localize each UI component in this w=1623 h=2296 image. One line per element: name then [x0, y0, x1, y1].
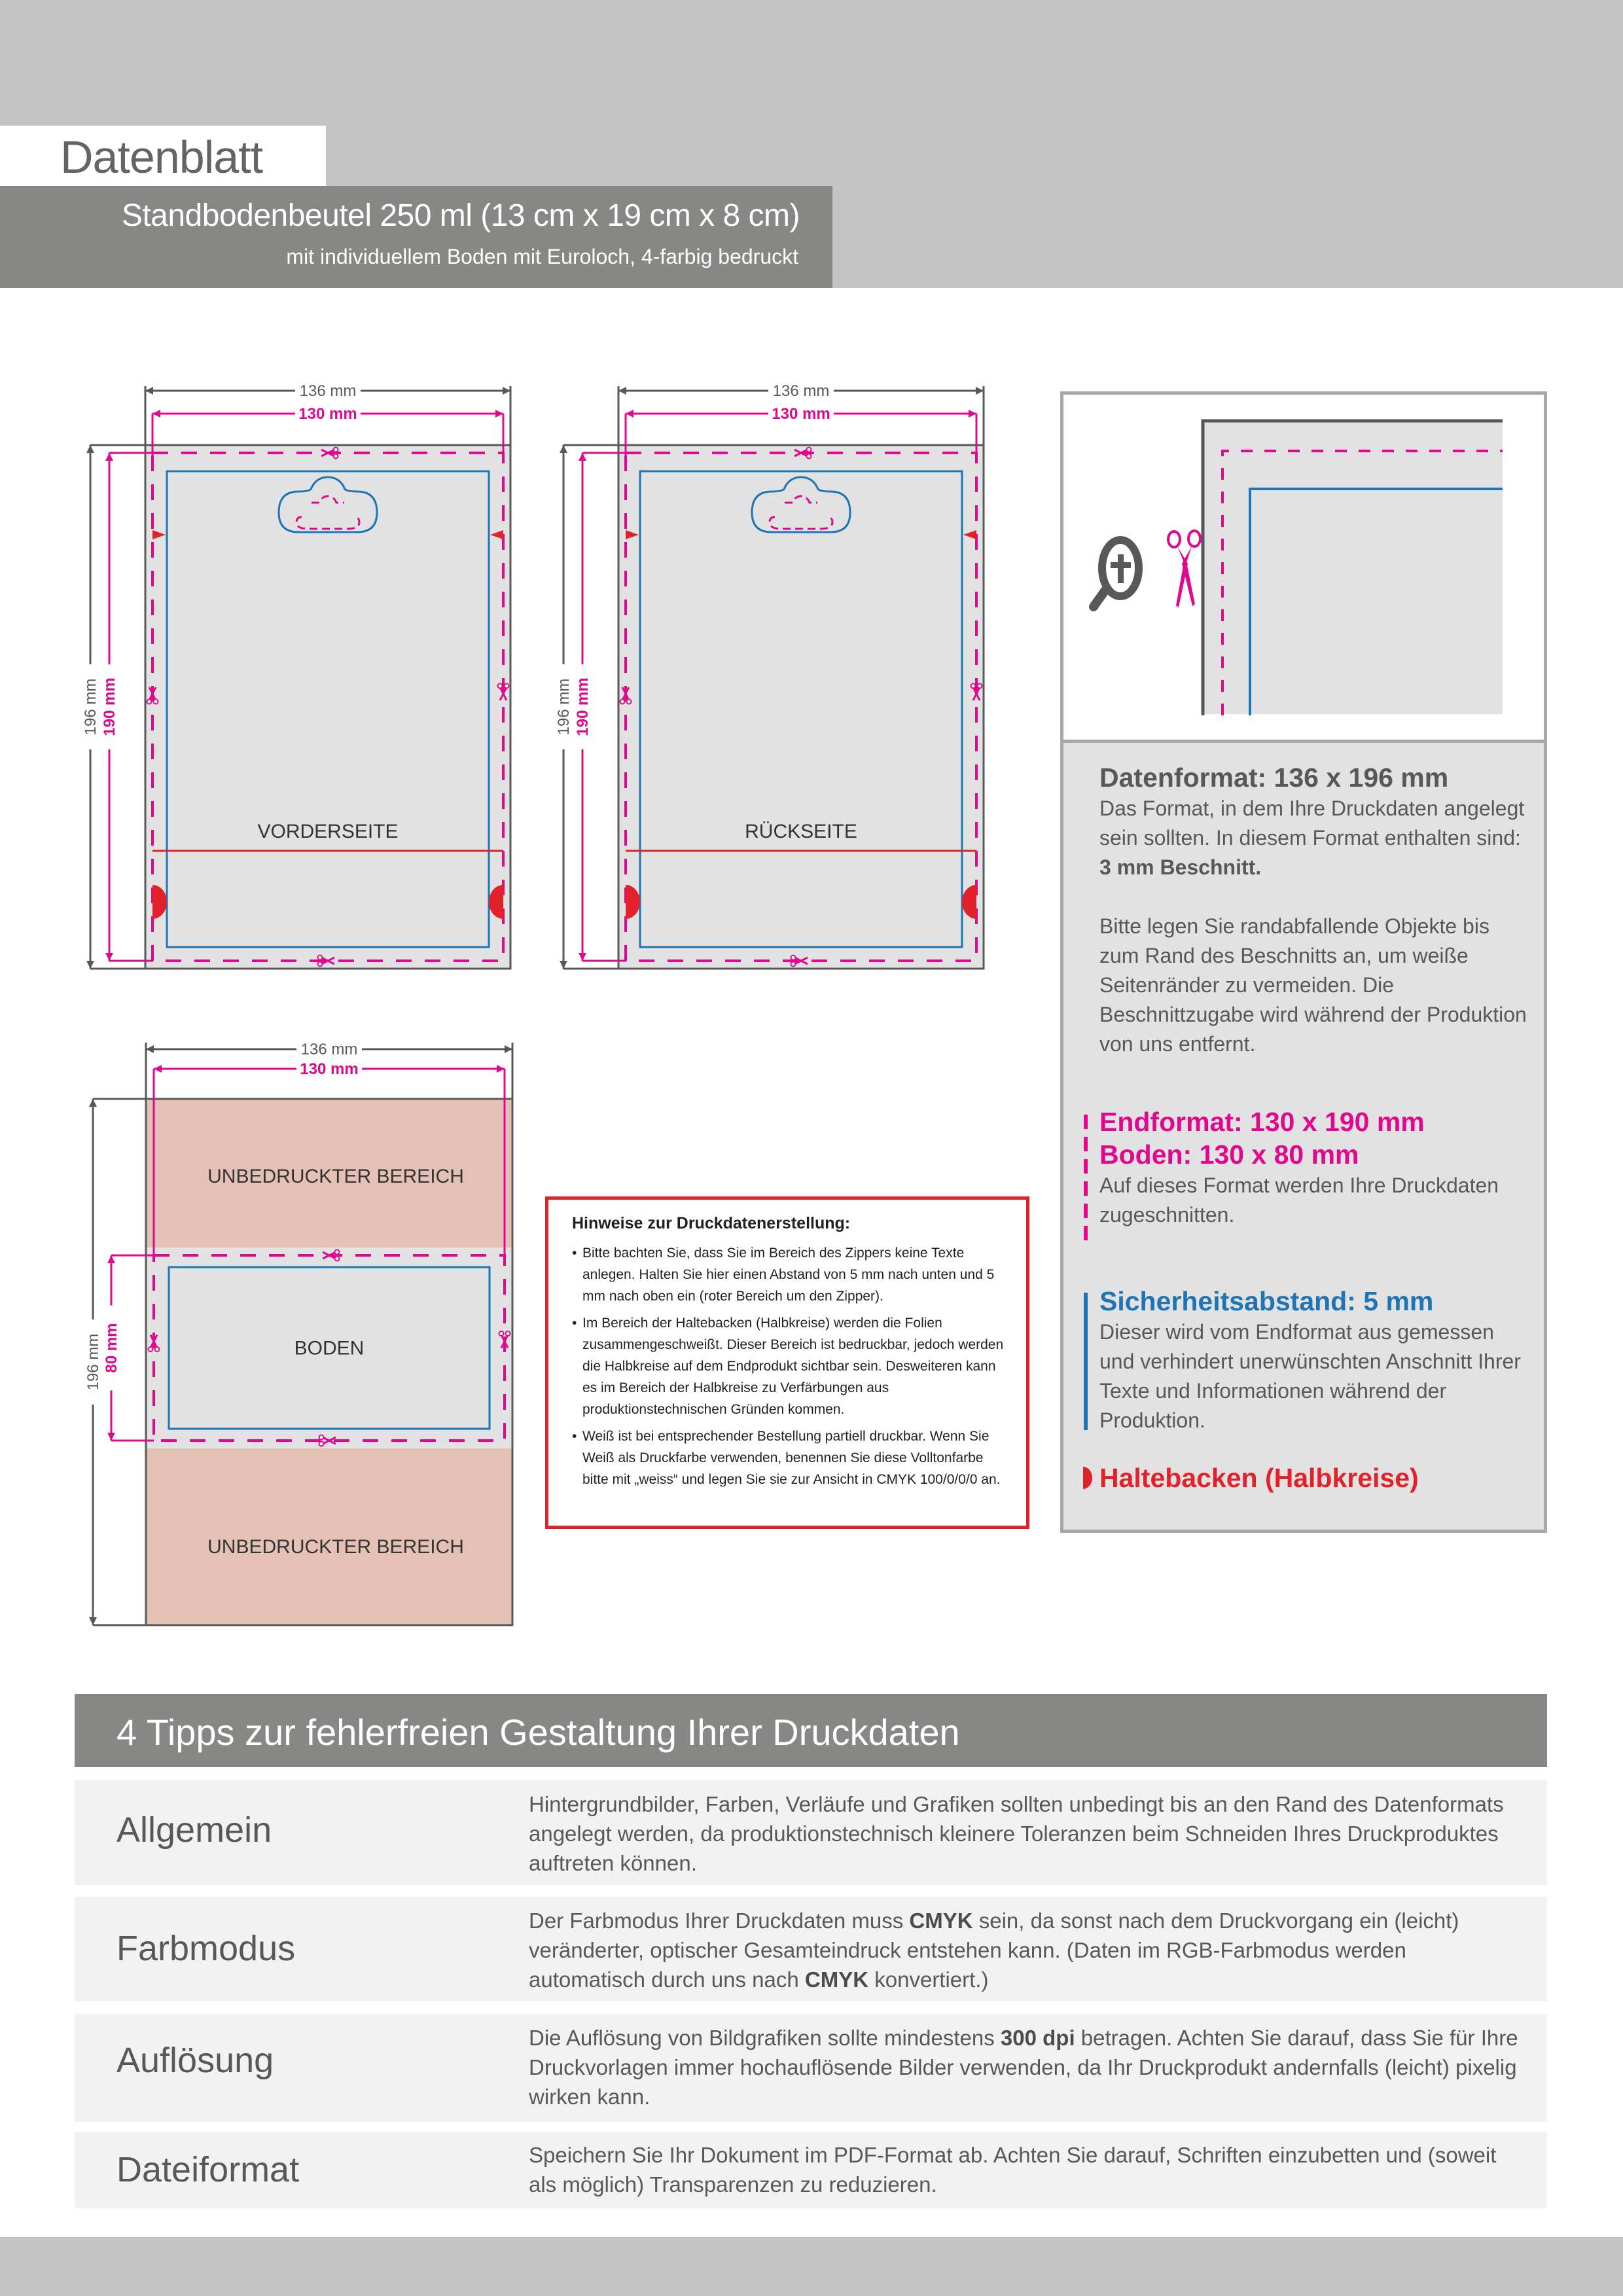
endformat-text: Auf dieses Format werden Ihre Druckdaten zugeschnitten. [1099, 1174, 1499, 1227]
datenformat-text-1: Das Format, in dem Ihre Druckdaten angelegt sein sollten. In diesem Format enthalten sind: [1099, 797, 1525, 850]
tip-text: Hintergrundbilder, Farben, Verläufe und Grafiken sollten unbedingt bis an den Rand des Datenformats angelegt werden, da produktionstechnisch kleinere Toleranzen beim Schneiden Ihres Druckproduktes auftreten können. [529, 1792, 1504, 1875]
width-total-dim-label: 136 mm [772, 382, 830, 400]
width-total-dim-arrow-left [146, 1045, 154, 1053]
unprinted-label-bottom: UNBEDRUCKTER BEREICH [207, 1536, 464, 1558]
datenformat-bleed: 3 mm Beschnitt. [1099, 855, 1262, 879]
height-total-dim-arrow-top [89, 1099, 97, 1107]
width-total-dim-label: 136 mm [300, 1041, 358, 1058]
tip-key: Dateiformat [116, 2150, 300, 2189]
notes-list [572, 1242, 1012, 1490]
height-final-dim-arrow-top [579, 453, 586, 461]
endformat-heading: Endformat: 130 x 190 mm [1099, 1107, 1425, 1137]
bag-corner-fill [1202, 420, 1503, 714]
width-total-dim-arrow-right [505, 1045, 512, 1053]
tip-emphasis: 300 dpi [1000, 2026, 1075, 2050]
height-final-dim-label: 190 mm [574, 677, 592, 736]
height-final-dim-arrow-bottom [579, 953, 586, 961]
width-total-dim-arrow-right [976, 387, 984, 395]
bag-outline [145, 445, 510, 969]
width-final-dim-label: 130 mm [298, 405, 357, 423]
corner-detail-graphic [1063, 395, 1544, 740]
tip-text: betragen. Achten Sie darauf, dass Sie für Ihre Druckvorlagen immer hochauflösende Bilder verwenden, da Ihr Druckprodukt andernfalls (leicht) pixelig wirken kann. [529, 2026, 1518, 2109]
product-title: Standbodenbeutel 250 ml (13 cm x 19 cm x 8 cm) [121, 198, 800, 233]
format-info-panel [1060, 391, 1547, 1533]
bottom-diagram [79, 1036, 530, 1632]
height-final-dim-arrow-top [107, 1255, 115, 1263]
page-title: Datenblatt [60, 132, 263, 183]
front-diagram [79, 380, 524, 982]
datenformat-text-2: Bitte legen Sie randabfallende Objekte bis zum Rand des Beschnitts an, um weiße Seitenränder zu vermeiden. Die Beschnittzugabe wird während der Produktion von uns entfernt. [1099, 914, 1527, 1056]
height-final-dim-arrow-bottom [105, 953, 113, 961]
endformat-section [1099, 1105, 1531, 1230]
height-final-dim-label: 80 mm [103, 1323, 120, 1373]
height-total-dim-arrow-top [560, 445, 567, 453]
tip-value [529, 2140, 1524, 2199]
side-label: VORDERSEITE [257, 821, 399, 842]
width-final-dim-arrow-left [152, 410, 160, 418]
tip-value [529, 1789, 1524, 1878]
notes-title: Hinweise zur Druckdatenerstellung: [572, 1214, 851, 1232]
sicherheit-section [1099, 1285, 1531, 1435]
back-diagram [552, 380, 997, 982]
width-total-dim-arrow-left [145, 387, 153, 395]
width-final-dim-arrow-left [626, 410, 633, 418]
tip-key: Allgemein [116, 1810, 272, 1850]
width-final-dim-arrow-right [969, 410, 976, 418]
tip-text: konvertiert.) [868, 1967, 989, 1992]
tips-title: 4 Tipps zur fehlerfreien Gestaltung Ihrer Druckdaten [116, 1712, 960, 1753]
tip-row [75, 1897, 1547, 2001]
notes-item: • Weiß ist bei entsprechender Bestellung partiell druckbar. Wenn Sie Weiß als Druckfarbe verwenden, benennen Sie diese Volltonfarbe bitte mit „weiss“ und legen Sie sie zur Ansicht in CMYK 100/0/0/0 an. [572, 1426, 1012, 1490]
tip-emphasis: CMYK [909, 1909, 973, 1933]
sicherheit-text: Dieser wird vom Endformat aus gemessen und verhindert unerwünschten Anschnitt Ihrer Texte und Informationen während der Produktion. [1099, 1320, 1521, 1432]
notes-item: • Im Bereich der Haltebacken (Halbkreise) werden die Folien zusammengeschweißt. Dieser Bereich ist bedruckbar, jedoch werden die Halbkreise auf dem Endprodukt sichtbar sein. Desweiteren kann es im Bereich der Halbkreise zu Verfärbungen aus produktionstechnischen Gründen kommen. [572, 1312, 1012, 1420]
height-final-dim-label: 190 mm [101, 677, 118, 736]
datenformat-heading: Datenformat: 136 x 196 mm [1099, 762, 1449, 793]
zoom-detail-area [1063, 395, 1544, 743]
height-total-dim-label: 196 mm [82, 678, 99, 736]
half-circle-icon [1083, 1467, 1092, 1489]
bottom-label: BODEN [294, 1337, 365, 1359]
height-total-dim-label: 196 mm [84, 1333, 102, 1391]
width-final-dim-arrow-right [495, 410, 503, 418]
height-total-dim-label: 196 mm [555, 678, 573, 736]
tip-text: Die Auflösung von Bildgrafiken sollte mindestens [529, 2026, 1001, 2050]
width-final-dim-label: 130 mm [772, 405, 830, 423]
bag-outline [618, 445, 984, 969]
product-subtitle: mit individuellem Boden mit Euroloch, 4-farbig bedruckt [286, 245, 798, 268]
magenta-dash-marker [1084, 1115, 1088, 1246]
height-final-dim-arrow-bottom [107, 1433, 115, 1441]
height-final-dim-arrow-top [105, 453, 113, 461]
boden-heading: Boden: 130 x 80 mm [1099, 1139, 1359, 1170]
tip-text: Speichern Sie Ihr Dokument im PDF-Format ab. Achten Sie darauf, Schriften einzubetten und (soweit als möglich) Transparenzen zu reduzieren. [529, 2143, 1497, 2197]
height-total-dim-arrow-top [86, 445, 94, 453]
tip-value [529, 2023, 1524, 2111]
datenformat-section [1099, 761, 1531, 1059]
product-banner [0, 186, 832, 288]
tip-row [75, 2132, 1547, 2208]
notes-item: • Bitte bachten Sie, dass Sie im Bereich des Zippers keine Texte anlegen. Halten Sie hier einen Abstand von 5 mm nach unten und 5 mm nach oben ein (roter Bereich um den Zipper). [572, 1242, 1012, 1307]
tip-text: Der Farbmodus Ihrer Druckdaten muss [529, 1909, 910, 1933]
blue-line-marker [1084, 1293, 1088, 1430]
tip-value [529, 1906, 1524, 1994]
width-final-dim-label: 130 mm [300, 1060, 359, 1078]
tip-key: Farbmodus [116, 1929, 296, 1968]
width-final-dim-arrow-right [497, 1065, 505, 1073]
tip-emphasis: CMYK [804, 1967, 869, 1992]
haltebacken-section [1099, 1462, 1531, 1494]
haltebacken-heading: Haltebacken (Halbkreise) [1099, 1463, 1419, 1493]
width-total-dim-arrow-left [618, 387, 626, 395]
scissors-icon [1168, 531, 1200, 607]
width-final-dim-arrow-left [154, 1065, 162, 1073]
height-total-dim-arrow-bottom [560, 961, 567, 969]
sicherheit-heading: Sicherheitsabstand: 5 mm [1099, 1286, 1434, 1316]
height-total-dim-arrow-bottom [89, 1617, 97, 1625]
tip-row [75, 1780, 1547, 1885]
title-box [0, 126, 326, 186]
datenformat-text [1099, 794, 1531, 882]
magnifier-plus-icon [1094, 540, 1139, 607]
print-notes-box [545, 1196, 1029, 1529]
height-total-dim-arrow-bottom [86, 961, 94, 969]
footer-band [0, 2237, 1623, 2296]
side-label: RÜCKSEITE [745, 821, 857, 842]
tip-key: Auflösung [116, 2041, 274, 2080]
unprinted-label-top: UNBEDRUCKTER BEREICH [207, 1166, 464, 1187]
tips-header [75, 1694, 1547, 1767]
tip-row [75, 2014, 1547, 2122]
tip-text: sein, da sonst nach dem Druckvorgang ein (leicht) veränderter, optischer Gesamteindruck entstehen kann. (Daten im RGB-Farbmodus werden automatisch durch uns nach [529, 1909, 1459, 1992]
width-total-dim-label: 136 mm [299, 382, 357, 400]
width-total-dim-arrow-right [503, 387, 510, 395]
